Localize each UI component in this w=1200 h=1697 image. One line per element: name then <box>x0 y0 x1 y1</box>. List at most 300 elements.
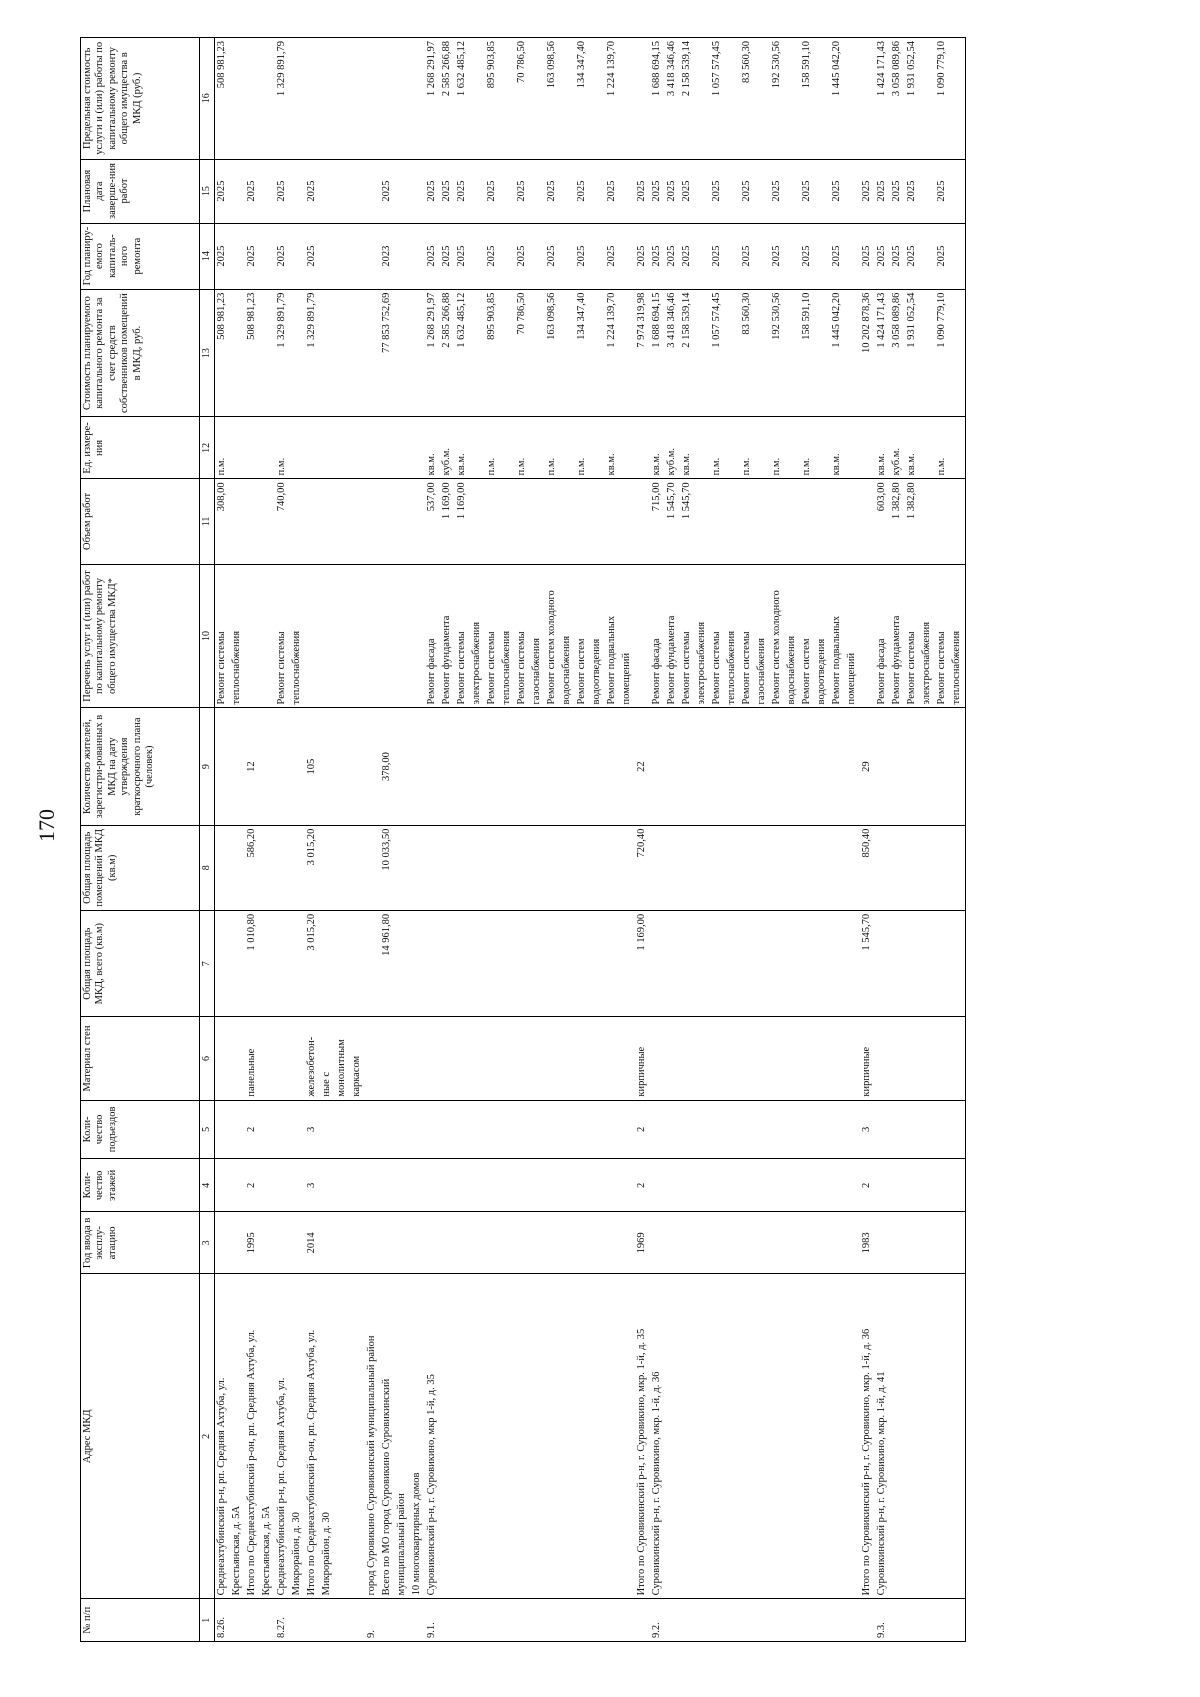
table-cell <box>665 1274 680 1599</box>
table-cell: 2025 <box>800 223 815 289</box>
table-cell <box>695 1017 710 1100</box>
table-cell: Микрорайон, д. 30 <box>320 1274 335 1599</box>
table-cell <box>395 1017 410 1100</box>
table-cell: 1 057 574,45 <box>710 289 725 417</box>
table-cell <box>500 708 515 825</box>
table-cell <box>410 708 425 825</box>
table-cell <box>485 1212 500 1274</box>
table-cell <box>800 1599 815 1642</box>
table-cell: 2025 <box>305 159 320 223</box>
table-row <box>920 38 935 1642</box>
table-cell <box>830 479 845 564</box>
table-cell <box>425 1159 440 1212</box>
table-cell <box>620 159 635 223</box>
table-cell: 2025 <box>515 159 530 223</box>
table-cell: 1 424 171,43 <box>875 289 890 417</box>
table-row <box>245 38 260 1642</box>
table-cell <box>275 1159 290 1212</box>
table-cell: теплоснабжения <box>950 564 966 708</box>
table-cell: 2025 <box>545 223 560 289</box>
column-number: 8 <box>200 825 215 910</box>
table-cell: кирпичные <box>635 1017 650 1100</box>
table-cell: 2025 <box>890 159 905 223</box>
table-cell: ные с <box>320 1017 335 1100</box>
table-cell: кв.м. <box>905 417 920 479</box>
table-cell <box>770 1017 785 1100</box>
table-cell <box>920 1212 935 1274</box>
column-number: 4 <box>200 1159 215 1212</box>
table-cell <box>260 223 275 289</box>
table-cell <box>515 1274 530 1599</box>
table-cell <box>905 1599 920 1642</box>
table-cell <box>935 1159 950 1212</box>
table-cell <box>950 38 966 160</box>
table-cell: 8.26. <box>214 1599 230 1642</box>
table-row <box>380 38 395 1642</box>
table-cell <box>440 708 455 825</box>
column-number: 5 <box>200 1100 215 1159</box>
table-cell <box>305 417 320 479</box>
table-cell <box>740 1159 755 1212</box>
table-cell <box>665 910 680 1017</box>
table-cell: Ремонт систем холодного <box>770 564 785 708</box>
table-cell <box>695 1274 710 1599</box>
table-cell: 12 <box>245 708 260 825</box>
table-cell <box>320 564 335 708</box>
table-cell <box>890 1100 905 1159</box>
table-cell <box>830 708 845 825</box>
table-cell <box>845 289 860 417</box>
table-cell <box>785 289 800 417</box>
table-cell <box>950 159 966 223</box>
table-cell: 10 033,50 <box>380 825 395 910</box>
table-row <box>530 38 545 1642</box>
table-cell <box>440 1212 455 1274</box>
column-header: Перечень услуг и (или) работ по капитальному ремонту общего имущества МКД* <box>81 564 200 708</box>
table-row <box>395 38 410 1642</box>
table-cell: монолитным <box>335 1017 350 1100</box>
column-header: Объем работ <box>81 479 200 564</box>
table-cell <box>935 1274 950 1599</box>
table-cell <box>365 1212 380 1274</box>
table-cell: 192 530,56 <box>770 289 785 417</box>
table-cell <box>575 1100 590 1159</box>
table-cell <box>500 825 515 910</box>
table-cell: 2025 <box>905 223 920 289</box>
table-cell <box>770 825 785 910</box>
header-row <box>81 38 200 1642</box>
table-cell <box>320 417 335 479</box>
table-cell: 83 560,30 <box>740 38 755 160</box>
table-cell <box>800 1212 815 1274</box>
table-cell <box>470 38 485 160</box>
table-row <box>785 38 800 1642</box>
table-cell: 1 545,70 <box>665 479 680 564</box>
table-cell <box>740 1599 755 1642</box>
table-cell: 2025 <box>245 159 260 223</box>
table-cell <box>350 825 365 910</box>
table-row <box>710 38 725 1642</box>
table-cell <box>260 38 275 160</box>
table-cell <box>785 417 800 479</box>
table-cell <box>680 1017 695 1100</box>
table-cell: Ремонт фундамента <box>665 564 680 708</box>
table-cell <box>410 289 425 417</box>
table-cell <box>800 825 815 910</box>
table-cell <box>455 1159 470 1212</box>
table-cell <box>350 38 365 160</box>
table-cell <box>875 1159 890 1212</box>
table-cell <box>725 417 740 479</box>
table-cell: кв.м. <box>605 417 620 479</box>
table-cell: 537,00 <box>425 479 440 564</box>
table-cell: 2025 <box>680 223 695 289</box>
table-cell <box>230 1599 245 1642</box>
table-cell <box>500 223 515 289</box>
table-cell <box>320 479 335 564</box>
table-cell <box>230 825 245 910</box>
table-cell <box>800 1017 815 1100</box>
table-cell <box>470 1599 485 1642</box>
table-cell <box>590 1100 605 1159</box>
table-row <box>500 38 515 1642</box>
table-cell <box>935 1212 950 1274</box>
table-cell <box>950 1100 966 1159</box>
table-cell <box>890 1212 905 1274</box>
table-cell <box>575 479 590 564</box>
table-cell <box>800 479 815 564</box>
table-cell <box>920 910 935 1017</box>
table-cell <box>560 1100 575 1159</box>
column-number: 10 <box>200 564 215 708</box>
table-cell <box>845 479 860 564</box>
table-cell <box>365 1159 380 1212</box>
table-cell <box>470 825 485 910</box>
table-cell <box>680 1274 695 1599</box>
table-cell <box>335 564 350 708</box>
table-cell <box>710 1599 725 1642</box>
table-cell: 2025 <box>425 159 440 223</box>
table-cell <box>860 1599 875 1642</box>
table-cell <box>590 1212 605 1274</box>
table-cell <box>275 910 290 1017</box>
table-cell <box>470 1159 485 1212</box>
table-cell: 2 <box>635 1159 650 1212</box>
table-cell <box>230 223 245 289</box>
table-row <box>275 38 290 1642</box>
table-cell: Суровикинский р-н, г. Суровикино, мкр. 1-й, д. 36 <box>650 1274 665 1599</box>
table-row <box>320 38 335 1642</box>
table-row <box>890 38 905 1642</box>
table-cell <box>560 1274 575 1599</box>
table-cell <box>695 223 710 289</box>
table-cell <box>545 1599 560 1642</box>
table-row <box>455 38 470 1642</box>
table-cell <box>815 1274 830 1599</box>
table-cell <box>905 825 920 910</box>
table-row <box>485 38 500 1642</box>
table-cell: 1 382,80 <box>890 479 905 564</box>
table-cell <box>305 38 320 160</box>
table-cell <box>245 564 260 708</box>
table-cell <box>650 825 665 910</box>
table-cell: 1969 <box>635 1212 650 1274</box>
table-cell: куб.м. <box>665 417 680 479</box>
table-cell <box>560 38 575 160</box>
table-cell <box>695 910 710 1017</box>
table-cell: Итого по Суровикинский р-н, г. Суровикино, мкр. 1-й, д. 35 <box>635 1274 650 1599</box>
table-cell <box>890 910 905 1017</box>
table-cell <box>875 910 890 1017</box>
table-cell <box>335 38 350 160</box>
table-cell <box>410 910 425 1017</box>
table-cell <box>395 708 410 825</box>
table-cell: 308,00 <box>214 479 230 564</box>
table-cell <box>230 1212 245 1274</box>
table-cell <box>470 1212 485 1274</box>
table-cell: Итого по Суровикинский р-н, г. Суровикино, мкр. 1-й, д. 36 <box>860 1274 875 1599</box>
table-cell: Итого по Среднеахтубинский р-он, рп. Средняя Ахтуба, ул. <box>305 1274 320 1599</box>
table-cell <box>890 825 905 910</box>
table-cell <box>290 289 305 417</box>
table-cell: 1 090 779,10 <box>935 289 950 417</box>
table-cell: 2025 <box>770 223 785 289</box>
table-cell <box>755 38 770 160</box>
table-cell: электроснабжения <box>695 564 710 708</box>
table-cell: п.м. <box>214 417 230 479</box>
table-cell <box>245 417 260 479</box>
table-cell <box>320 1100 335 1159</box>
table-cell <box>290 38 305 160</box>
table-cell <box>380 1159 395 1212</box>
table-cell <box>710 825 725 910</box>
table-cell <box>890 1017 905 1100</box>
table-cell <box>560 289 575 417</box>
table-cell <box>365 708 380 825</box>
table-cell <box>590 417 605 479</box>
table-cell <box>500 1274 515 1599</box>
table-cell <box>230 1159 245 1212</box>
table-cell <box>830 910 845 1017</box>
table-cell <box>290 1100 305 1159</box>
table-cell <box>845 1274 860 1599</box>
table-cell <box>815 910 830 1017</box>
table-cell <box>920 38 935 160</box>
table-cell: 895 903,85 <box>485 38 500 160</box>
table-cell: кв.м. <box>650 417 665 479</box>
table-cell: 2025 <box>485 159 500 223</box>
table-cell <box>500 289 515 417</box>
table-cell <box>665 1100 680 1159</box>
table-cell <box>740 1100 755 1159</box>
table-cell <box>620 1100 635 1159</box>
table-cell <box>545 825 560 910</box>
table-cell <box>590 1017 605 1100</box>
capital-repair-register-table <box>80 37 966 1642</box>
table-cell: 105 <box>305 708 320 825</box>
table-cell <box>230 159 245 223</box>
table-cell <box>710 708 725 825</box>
table-cell <box>770 1212 785 1274</box>
table-cell <box>725 910 740 1017</box>
table-cell <box>335 1159 350 1212</box>
table-cell <box>425 825 440 910</box>
table-cell: 2025 <box>665 223 680 289</box>
table-cell <box>380 1017 395 1100</box>
table-cell <box>620 910 635 1017</box>
table-cell <box>290 1599 305 1642</box>
table-row <box>860 38 875 1642</box>
table-cell <box>935 910 950 1017</box>
table-cell: водоснабжения <box>785 564 800 708</box>
table-cell <box>530 825 545 910</box>
table-cell <box>950 1212 966 1274</box>
table-row <box>905 38 920 1642</box>
table-cell: 10 многоквартирных домов <box>410 1274 425 1599</box>
table-cell <box>905 1159 920 1212</box>
table-cell <box>605 1212 620 1274</box>
table-cell <box>350 223 365 289</box>
table-cell <box>845 417 860 479</box>
table-cell <box>650 1017 665 1100</box>
table-cell <box>935 825 950 910</box>
table-cell: Среднеахтубинский р-н, рп. Средняя Ахтуба, ул. <box>275 1274 290 1599</box>
table-cell <box>260 1017 275 1100</box>
table-cell <box>395 825 410 910</box>
table-cell <box>785 1599 800 1642</box>
table-cell <box>755 825 770 910</box>
table-cell <box>560 417 575 479</box>
column-header: Плановая дата заверше-ния работ <box>81 159 200 223</box>
table-cell: 740,00 <box>275 479 290 564</box>
table-cell: 1 632 485,12 <box>455 38 470 160</box>
table-cell <box>950 1274 966 1599</box>
table-row <box>335 38 350 1642</box>
table-row <box>575 38 590 1642</box>
table-cell <box>620 1212 635 1274</box>
table-cell <box>605 479 620 564</box>
table-cell: 2025 <box>605 159 620 223</box>
table-cell <box>920 1100 935 1159</box>
table-cell: 508 981,23 <box>245 289 260 417</box>
table-cell <box>500 910 515 1017</box>
table-cell <box>530 910 545 1017</box>
table-cell: 720,40 <box>635 825 650 910</box>
table-cell: 2025 <box>875 159 890 223</box>
table-cell <box>230 417 245 479</box>
table-cell: 715,00 <box>650 479 665 564</box>
table-cell <box>260 910 275 1017</box>
table-cell <box>590 38 605 160</box>
table-cell <box>214 1159 230 1212</box>
table-cell: 14 961,80 <box>380 910 395 1017</box>
table-cell <box>530 1212 545 1274</box>
table-cell: 2025 <box>275 159 290 223</box>
table-row <box>515 38 530 1642</box>
table-cell <box>365 417 380 479</box>
table-cell <box>920 417 935 479</box>
table-cell <box>515 1100 530 1159</box>
table-cell <box>560 223 575 289</box>
table-cell <box>725 38 740 160</box>
table-cell <box>410 38 425 160</box>
table-cell <box>755 1212 770 1274</box>
table-cell <box>365 1017 380 1100</box>
table-cell <box>485 910 500 1017</box>
column-header: Коли-чество этажей <box>81 1159 200 1212</box>
table-cell: Ремонт систем холодного <box>545 564 560 708</box>
table-cell <box>590 223 605 289</box>
table-cell: Суровикинский р-н, г. Суровикино, мкр. 1-й, д. 41 <box>875 1274 890 1599</box>
table-cell <box>605 708 620 825</box>
table-cell <box>605 825 620 910</box>
table-cell: 158 591,10 <box>800 38 815 160</box>
table-cell <box>770 910 785 1017</box>
table-cell <box>545 1017 560 1100</box>
table-cell: 9. <box>365 1599 380 1642</box>
table-cell <box>905 1274 920 1599</box>
table-cell <box>785 708 800 825</box>
table-cell <box>515 1599 530 1642</box>
table-cell <box>755 479 770 564</box>
table-cell <box>815 223 830 289</box>
table-cell <box>395 1212 410 1274</box>
table-cell <box>335 289 350 417</box>
table-cell: муниципальный район <box>395 1274 410 1599</box>
table-cell <box>815 825 830 910</box>
table-cell <box>470 910 485 1017</box>
table-cell <box>350 564 365 708</box>
table-cell <box>815 38 830 160</box>
table-cell: кирпичные <box>860 1017 875 1100</box>
table-cell: 2025 <box>455 223 470 289</box>
page-number: 170 <box>34 809 59 842</box>
table-cell <box>725 223 740 289</box>
table-cell <box>695 479 710 564</box>
table-cell <box>530 479 545 564</box>
table-cell <box>620 479 635 564</box>
table-cell: 2025 <box>935 223 950 289</box>
table-cell <box>410 1100 425 1159</box>
table-cell <box>770 708 785 825</box>
table-cell <box>530 1100 545 1159</box>
table-cell <box>905 910 920 1017</box>
table-cell <box>425 708 440 825</box>
table-cell <box>785 1017 800 1100</box>
table-cell: куб.м. <box>890 417 905 479</box>
table-cell <box>260 1100 275 1159</box>
table-cell <box>500 1599 515 1642</box>
table-cell <box>455 825 470 910</box>
table-cell <box>710 1100 725 1159</box>
table-cell <box>335 825 350 910</box>
table-row <box>800 38 815 1642</box>
table-cell <box>590 479 605 564</box>
table-cell: 3 015,20 <box>305 910 320 1017</box>
table-cell <box>335 417 350 479</box>
column-number: 2 <box>200 1274 215 1599</box>
table-cell <box>755 159 770 223</box>
table-cell <box>770 1599 785 1642</box>
table-cell <box>920 1274 935 1599</box>
table-cell <box>290 1017 305 1100</box>
table-row <box>350 38 365 1642</box>
table-cell <box>845 223 860 289</box>
table-cell <box>755 1100 770 1159</box>
table-cell <box>320 910 335 1017</box>
table-cell: 1 224 139,70 <box>605 289 620 417</box>
table-cell <box>260 825 275 910</box>
